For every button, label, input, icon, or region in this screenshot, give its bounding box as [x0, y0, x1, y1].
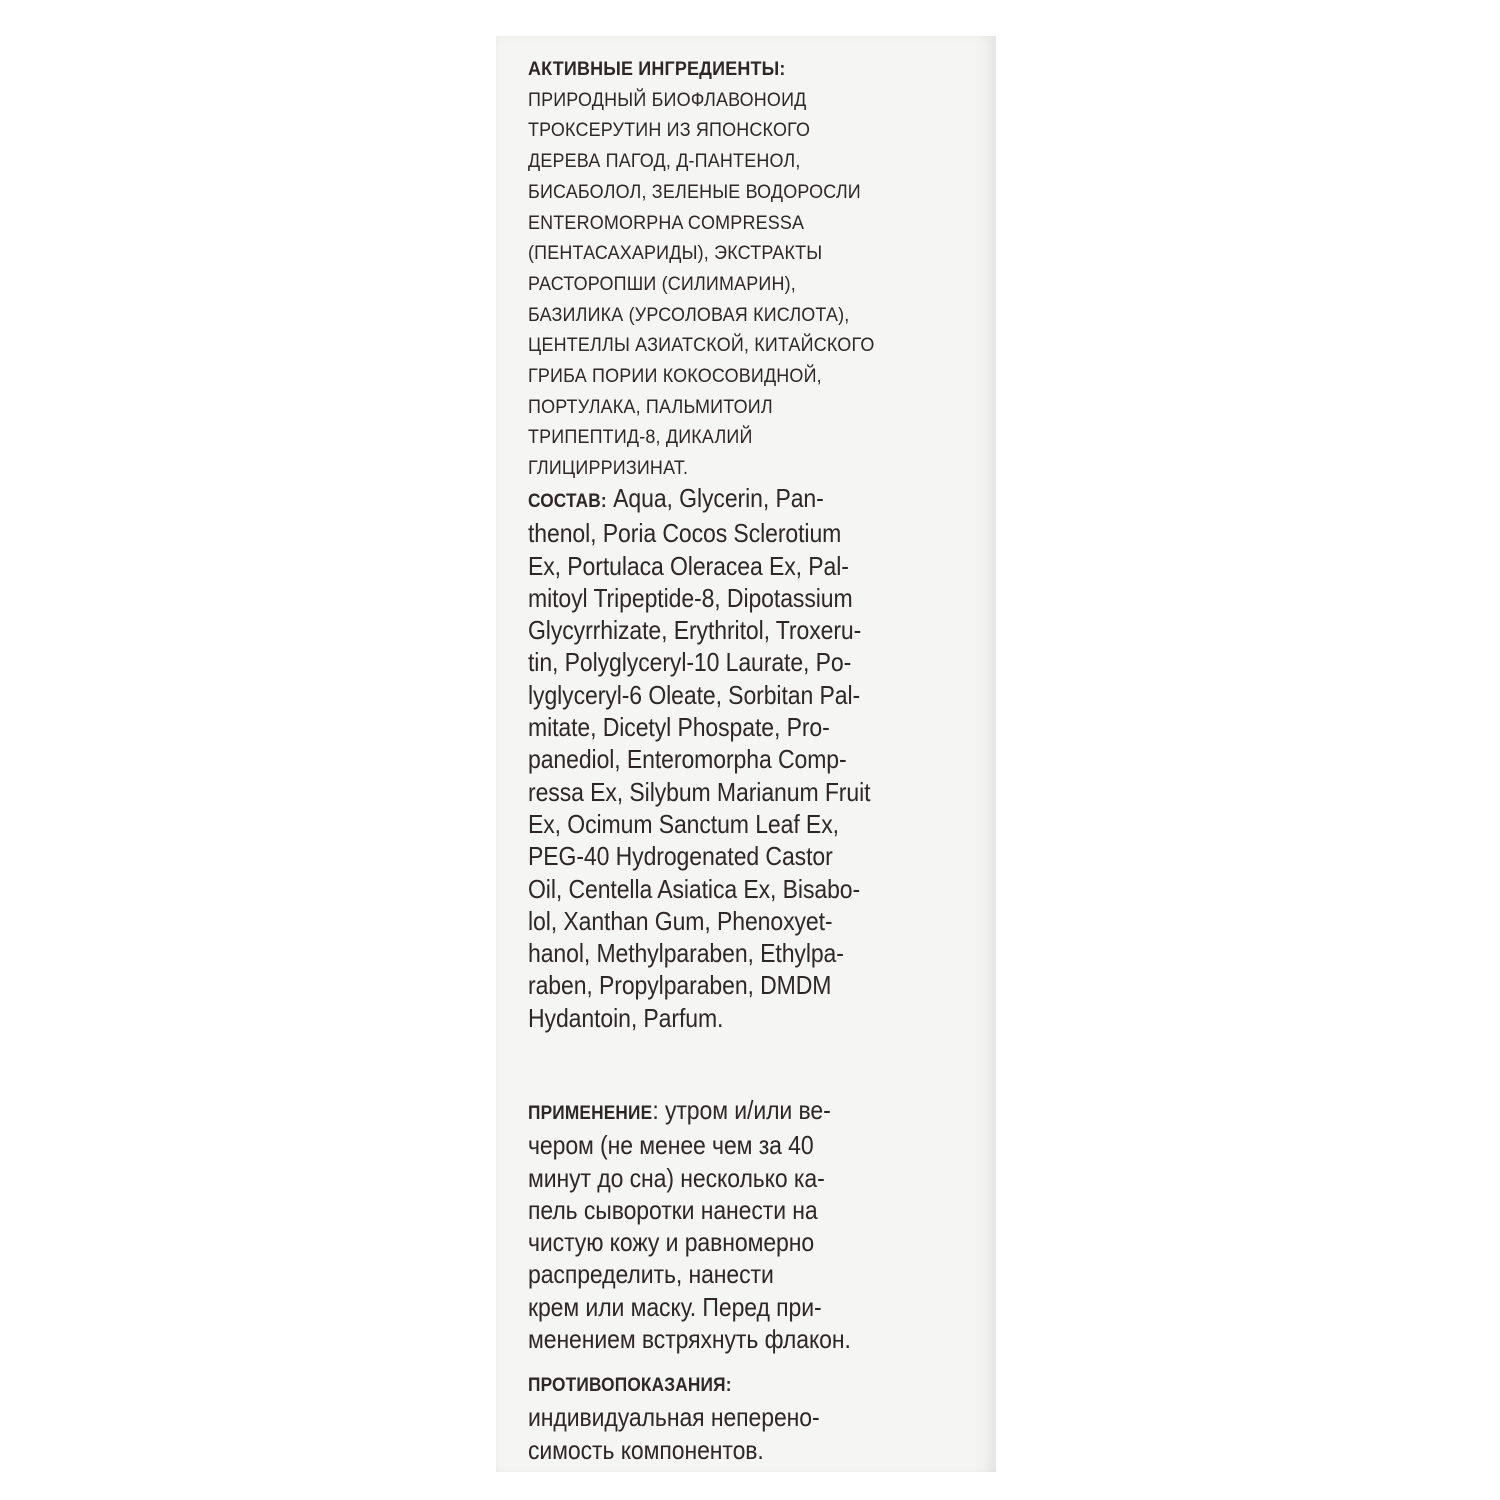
composition-line: Oil, Centella Asiatica Ex, Bisabo-: [528, 873, 861, 904]
composition-line: mitoyl Tripeptide-8, Dipotassium: [528, 582, 853, 613]
usage-section: [528, 1094, 893, 1355]
composition-line: Ex, Portulaca Oleracea Ex, Pal-: [528, 550, 849, 581]
active-ingredients-line: (ПЕНТАСАХАРИДЫ), ЭКСТРАКТЫ: [528, 242, 823, 265]
active-ingredients-line: ТРИПЕПТИД-8, ДИКАЛИЙ: [528, 426, 753, 449]
active-ingredients-line: ПОРТУЛАКА, ПАЛЬМИТОИЛ: [528, 395, 773, 418]
composition-first-text: Aqua, Glycerin, Pan-: [606, 483, 824, 513]
usage-line: чером (не менее чем за 40: [528, 1130, 814, 1161]
active-ingredients-section: [528, 54, 905, 484]
package-edge-shadow: [975, 36, 996, 1472]
composition-section: [528, 482, 915, 1034]
usage-line: чистую кожу и равномерно: [528, 1227, 815, 1258]
usage-first-line: [528, 1094, 851, 1129]
active-ingredients-line: ENTEROMORPHA COMPRESSA: [528, 211, 805, 234]
composition-line: raben, Propylparaben, DMDM: [528, 970, 832, 1001]
usage-line: крем или маску. Перед при-: [528, 1291, 822, 1322]
composition-line: hanol, Methylparaben, Ethylpa-: [528, 938, 844, 969]
composition-line: thenol, Poria Cocos Sclerotium: [528, 518, 842, 549]
contraindications-line: симость компонентов.: [528, 1434, 764, 1465]
contraindications-heading: ПРОТИВОПОКАЗАНИЯ:: [528, 1374, 732, 1396]
active-ingredients-line: ДЕРЕВА ПАГОД, Д-ПАНТЕНОЛ,: [528, 150, 801, 173]
usage-line: минут до сна) несколько ка-: [528, 1162, 825, 1193]
contraindications-section: [528, 1366, 857, 1466]
composition-line: panediol, Enteromorpha Comp-: [528, 744, 847, 775]
composition-line: Hydantoin, Parfum.: [528, 1002, 724, 1033]
usage-line: менением встряхнуть флакон.: [528, 1324, 851, 1355]
composition-line: Ex, Ocimum Sanctum Leaf Ex,: [528, 808, 839, 839]
contraindications-heading-line: [528, 1366, 820, 1401]
composition-heading: СОСТАВ:: [528, 490, 607, 512]
composition-line: lol, Xanthan Gum, Phenoxyet-: [528, 905, 833, 936]
active-ingredients-line: ГРИБА ПОРИИ КОКОСОВИДНОЙ,: [528, 365, 822, 388]
active-ingredients-line: БАЗИЛИКА (УРСОЛОВАЯ КИСЛОТА),: [528, 303, 850, 326]
active-ingredients-line: ПРИРОДНЫЙ БИОФЛАВОНОИД: [528, 88, 807, 111]
usage-line: пель сыворотки нанести на: [528, 1194, 818, 1225]
active-ingredients-heading: АКТИВНЫЕ ИНГРЕДИЕНТЫ:: [528, 58, 786, 80]
contraindications-line: индивидуальная неперено-: [528, 1402, 820, 1433]
active-ingredients-line: ГЛИЦИРРИЗИНАТ.: [528, 457, 689, 480]
composition-line: lyglyceryl-6 Oleate, Sorbitan Pal-: [528, 679, 861, 710]
composition-line: Glycyrrhizate, Erythritol, Troxeru-: [528, 615, 862, 646]
active-ingredients-line: ЦЕНТЕЛЛЫ АЗИАТСКОЙ, КИТАЙСКОГО: [528, 334, 875, 357]
composition-line: PEG-40 Hydrogenated Castor: [528, 841, 833, 872]
composition-line: ressa Ex, Silybum Marianum Fruit: [528, 776, 871, 807]
usage-line: распределить, нанести: [528, 1259, 774, 1290]
composition-first-line: [528, 482, 870, 517]
active-ingredients-line: РАСТОРОПШИ (СИЛИМАРИН),: [528, 272, 796, 295]
usage-first-text: : утром и/или ве-: [652, 1095, 831, 1125]
active-ingredients-line: ТРОКСЕРУТИН ИЗ ЯПОНСКОГО: [528, 119, 811, 142]
composition-line: tin, Polyglyceryl-10 Laurate, Po-: [528, 647, 852, 678]
composition-line: mitate, Dicetyl Phospate, Pro-: [528, 712, 830, 743]
usage-heading: ПРИМЕНЕНИЕ: [528, 1102, 653, 1124]
active-ingredients-line: БИСАБОЛОЛ, ЗЕЛЕНЫЕ ВОДОРОСЛИ: [528, 180, 861, 203]
